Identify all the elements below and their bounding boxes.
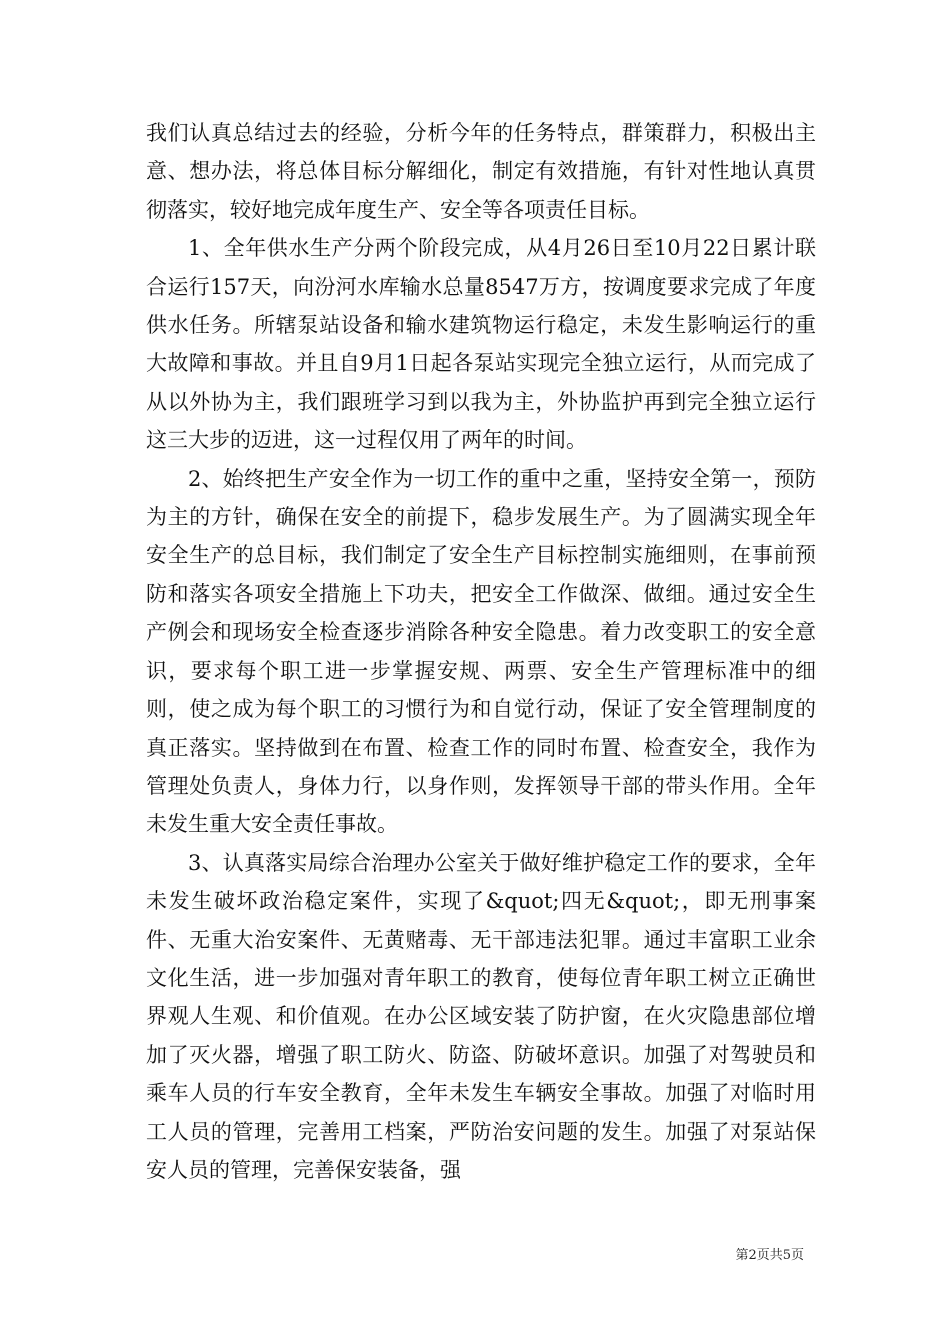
paragraph-item-1: 1、全年供水生产分两个阶段完成，从4月26日至10月22日累计联合运行157天，向汾河水库输水总量8547万方，按调度要求完成了年度供水任务。所辖泵站设备和输水建筑物运行稳定，未发生影响运行的重大故障和事故。并且自9月1日起各泵站实现完全独立运行，从而完成了从以外协为主，我们跟班学习到以我为主，外协监护再到完全独立运行这三大步的迈进，这一过程仅用了两年的时间。: [146, 236, 816, 453]
paragraph-item-3: 3、认真落实局综合治理办公室关于做好维护稳定工作的要求，全年未发生破坏政治稳定案件，实现了&quot;四无&quot;，即无刑事案件、无重大治安案件、无黄赌毒、无干部违法犯罪。通过丰富职工业余文化生活，进一步加强对青年职工的教育，使每位青年职工树立正确世界观人生观、和价值观。在办公区域安装了防护窗，在火灾隐患部位增加了灭火器，增强了职工防火、防盗、防破坏意识。加强了对驾驶员和乘车人员的行车安全教育，全年未发生车辆安全事故。加强了对临时用工人员的管理，完善用工档案，严防治安问题的发生。加强了对泵站保安人员的管理，完善保安装备，强: [146, 850, 816, 1182]
paragraph-intro: 我们认真总结过去的经验，分析今年的任务特点，群策群力，积极出主意、想办法，将总体目标分解细化，制定有效措施，有针对性地认真贯彻落实，较好地完成年度生产、安全等各项责任目标。: [146, 121, 816, 222]
document-body: [146, 114, 816, 1189]
paragraph-item-2: 2、始终把生产安全作为一切工作的重中之重，坚持安全第一，预防为主的方针，确保在安全的前提下，稳步发展生产。为了圆满实现全年安全生产的总目标，我们制定了安全生产目标控制实施细则，在事前预防和落实各项安全措施上下功夫，把安全工作做深、做细。通过安全生产例会和现场安全检查逐步消除各种安全隐患。着力改变职工的安全意识，要求每个职工进一步掌握安规、两票、安全生产管理标准中的细则，使之成为每个职工的习惯行为和自觉行动，保证了安全管理制度的真正落实。坚持做到在布置、检查工作的同时布置、检查安全，我作为管理处负责人，身体力行，以身作则，发挥领导干部的带头作用。全年未发生重大安全责任事故。: [146, 466, 816, 837]
page-number-footer: 第2页共5页: [735, 1248, 804, 1263]
